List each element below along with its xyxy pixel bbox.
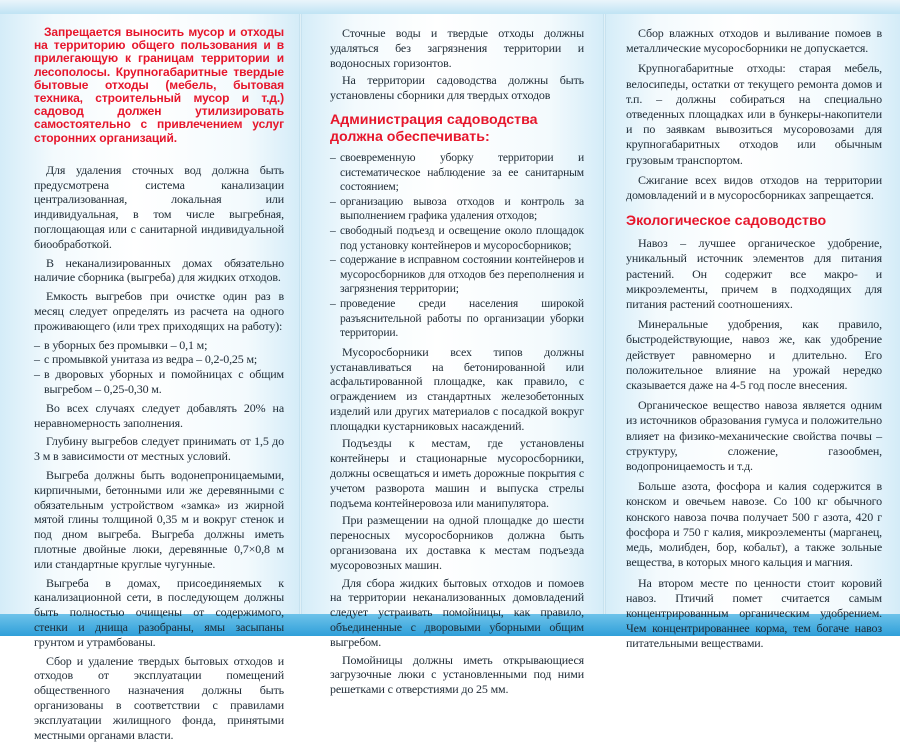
paragraph: Для удаления сточных вод должна быть предусмотрена система канализации централизованная, локальная или индивидуальная, в том числе выгребная, поглощающая или с санитарной индивидуальной биообработкой. (34, 162, 284, 251)
paragraph: Сбор и удаление твердых бытовых отходов и отходов от эксплуатации помещений общественного назначения должны быть организованы в соответствии с правилами эксплуатации жилищного фонда, принятыми местными органами власти. (34, 653, 284, 742)
list-item: – содержание в исправном состоянии контейнеров и мусоросборников для отходов без переполнения и загрязнения территории; (330, 253, 584, 296)
list-item: – с промывкой унитаза из ведра – 0,2-0,25 м; (34, 352, 258, 367)
paragraph: Сжигание всех видов отходов на территории домовладений и в мусоросборниках запрещается. (626, 172, 882, 203)
paragraph: Мусоросборники всех типов должны устанавливаться на бетонированной или асфальтированной площадке, как правило, с ограждением из стандартных железобетонных изделий или других материалов с посадкой вокруг площадки кустарниковых насаждений. (330, 344, 584, 433)
duties-list (330, 151, 584, 341)
warning-notice: Запрещается выносить мусор и отходы на территорию общего пользования и в прилегающую к границам территории и лесополосы. Крупногабаритные твердые бытовые отходы (мебель, бытовая техника, строительный мусор и т.д.) садовод должен утилизировать самостоятельно с привлечением услуг сторонних организаций. (34, 25, 284, 145)
paragraph: Сбор влажных отходов и выливание помоев в металлические мусоросборники не допускается. (626, 26, 882, 56)
paragraph: На территории садоводства должны быть установлены сборники для твердых отходов (330, 73, 584, 103)
column-left (34, 26, 284, 746)
fold-line (299, 14, 302, 614)
paragraph: В неканализированных домах обязательно наличие сборника (выгреба) для жидких отходов. (34, 255, 284, 285)
list-item: – организацию вывоза отходов и контроль за выполнением графика удаления отходов; (330, 194, 584, 223)
paragraph: Подъезды к местам, где установлены контейнеры и стационарные мусоросборники, должны освещаться и иметь дорожные покрытия с учетом разворота машин и выпуска стрелы подъема контейнеровоза или манипулятора. (330, 436, 584, 510)
paragraph: Емкость выгребов при очистке один раз в месяц следует определять из расчета на одного проживающего (или трех приходящих на работу): (34, 289, 284, 333)
fold-line (603, 14, 606, 614)
paragraph: Выгреба должны быть водонепроницаемыми, кирпичными, бетонными или же деревянными с обязательным устройством «замка» из жирной мятой глины толщиной 0,35 м и вокруг стенок и под дном выгреба. Выгреба должны иметь плотные двойные люки, деревянные 0,7×0,8 м или стандартные круглые чугунные. (34, 467, 284, 571)
list-item: – в дворовых уборных и помойницах с общим выгребом – 0,25-0,30 м. (34, 367, 284, 396)
paragraph: Во всех случаях следует добавлять 20% на неравномерность заполнения. (34, 400, 284, 430)
paragraph: Помойницы должны иметь открывающиеся загрузочные люки с установленными под ними решетками с отверстиями до 25 мм. (330, 652, 584, 697)
section-heading: Экологическое садоводство (626, 213, 827, 230)
paragraph: На втором месте по ценности стоит коровий навоз. Птичий помет считается самым концентрированным органическим удобрением. Чем концентрированнее корма, тем богаче навоз питательными веществами. (626, 575, 882, 651)
section-heading: Администрация садоводства должна обеспечивать: (330, 111, 538, 145)
list-item: – в уборных без промывки – 0,1 м; (34, 337, 208, 352)
paragraph: Сточные воды и твердые отходы должны удаляться без загрязнения территории и водоносных горизонтов. (330, 26, 584, 70)
list-item: – свободный подъезд и освещение около площадок под установку контейнеров и мусоросборников; (330, 223, 584, 252)
list-item: – проведение среди населения широкой разъяснительной работы по организации уборки территории. (330, 296, 584, 340)
column-middle (330, 26, 584, 700)
top-band (0, 0, 900, 14)
paragraph: Глубину выгребов следует принимать от 1,5 до 3 м в зависимости от местных условий. (34, 434, 284, 464)
paragraph: Для сбора жидких бытовых отходов и помоев на территории неканализованных домовладений следует устраивать помойницы, как правило, объединенные с дворовыми уборными общим выгребом. (330, 575, 584, 649)
paragraph: Навоз – лучшее органическое удобрение, уникальный источник элементов для питания растений. Он содержит все макро- и микроэлементы, причем в подходящих для питания растений соотношениях. (626, 236, 882, 312)
paragraph: Органическое вещество навоза является одним из источников образования гумуса и положительно влияет на физико-механические свойства почвы – структуру, сложение, газообмен, водопроницаемость и т.д. (626, 398, 882, 474)
volume-list (34, 338, 284, 397)
paragraph: При размещении на одной площадке до шести переносных мусоросборников должна быть организована их доставка к местам подъезда мусоровозных машин. (330, 513, 584, 572)
paragraph: Минеральные удобрения, как правило, быстродействующие, навоз же, как удобрение действует равномерно и длительно. Его положительное влияние на урожай нередко сказывается даже на 4-5 год после внесения. (626, 317, 882, 393)
list-item: – своевременную уборку территории и систематическое наблюдение за ее санитарным состоянием; (330, 150, 584, 194)
paragraph: Больше азота, фосфора и калия содержится в конском и овечьем навозе. Со 100 кг обычного конского навоза почва получает 500 г азота, 420 г фосфора и 750 г калия, микроэлементы (марганец, медь, молибден, бор, кобальт), а также зольные вещества, в которых много кальция и магния. (626, 479, 882, 570)
column-right (626, 26, 882, 657)
paragraph: Крупногабаритные отходы: старая мебель, велосипеды, остатки от текущего ремонта домов и т.п. – должны собираться на специально отведенных площадках или в бункеры-накопители и по заявкам вывозиться мусоровозами для крупногабаритных отходов или обычным грузовым транспортом. (626, 61, 882, 167)
paragraph: Выгреба в домах, присоединяемых к канализационной сети, в последующем должны быть полностью очищены от содержимого, стенки и днища разобраны, ямы засыпаны грунтом и утрамбованы. (34, 575, 284, 649)
